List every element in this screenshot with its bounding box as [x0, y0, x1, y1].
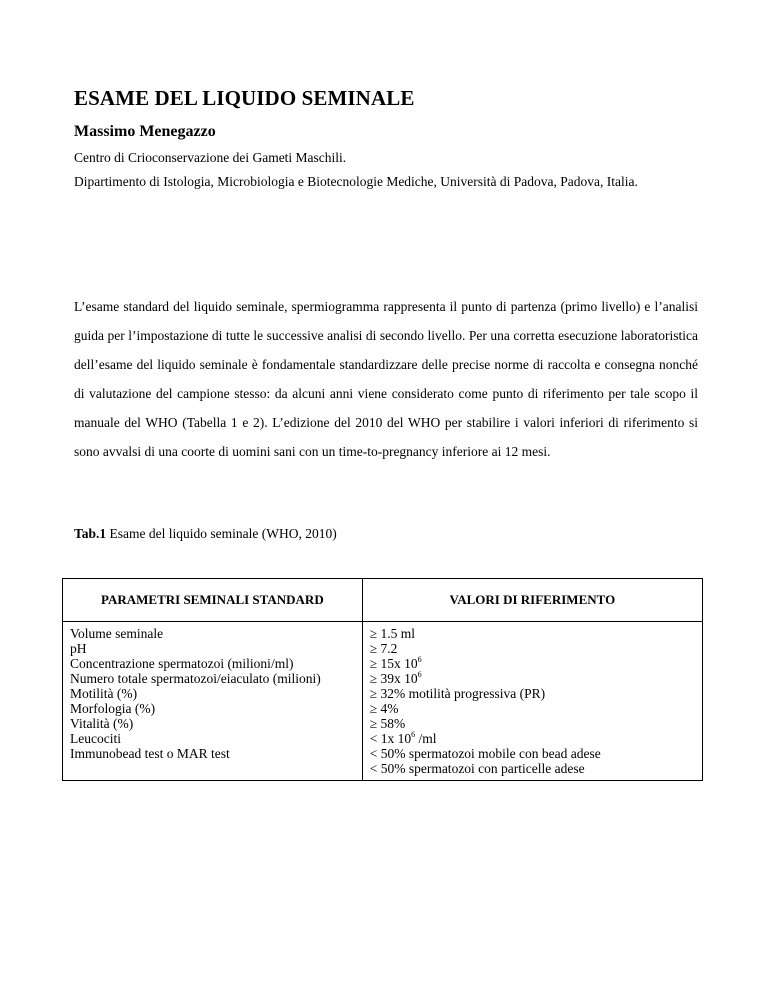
reference-value-item: [370, 686, 696, 701]
exponent: 6: [417, 655, 422, 664]
author-name: Massimo Menegazzo: [74, 123, 216, 140]
reference-value-item: [370, 626, 696, 641]
parameters-cell: [63, 622, 363, 781]
reference-value-item: [370, 671, 696, 686]
reference-value-item: [370, 656, 696, 671]
parameter-item: Volume seminale: [70, 626, 164, 641]
reference-value-item: [370, 716, 696, 731]
semen-parameters-table: [62, 578, 703, 781]
table-body-row: [63, 622, 703, 781]
affiliation-line-2: Dipartimento di Istologia, Microbiologia e Biotecnologie Mediche, Università di Padova, Padova, Italia.: [74, 174, 638, 189]
parameter-item: Immunobead test o MAR test: [70, 746, 230, 761]
parameter-item: pH: [70, 641, 87, 656]
header-values: VALORI DI RIFERIMENTO: [362, 579, 702, 622]
reference-value-text: ≥ 4%: [369, 701, 399, 716]
parameters-list: [63, 622, 362, 765]
parameter-item: Motilità (%): [70, 686, 138, 701]
reference-value-text: < 50% spermatozoi con particelle adese: [369, 761, 585, 776]
reference-value-text: ≥ 7.2: [369, 641, 398, 656]
parameter-item: Concentrazione spermatozoi (milioni/ml): [70, 656, 294, 671]
table-caption-label: Tab.1: [74, 526, 107, 541]
parameter-item: Numero totale spermatozoi/eiaculato (milioni): [70, 671, 321, 686]
exponent: 6: [411, 730, 416, 739]
reference-value-item: [370, 701, 696, 716]
reference-value-item: [370, 746, 696, 761]
parameter-item: Leucociti: [70, 731, 121, 746]
table-caption-text: Esame del liquido seminale (WHO, 2010): [106, 526, 337, 541]
table-header-row: [63, 579, 703, 622]
values-cell: [362, 622, 702, 781]
reference-value-text: ≥ 32% motilità progressiva (PR): [369, 686, 546, 701]
body-paragraph: L’esame standard del liquido seminale, spermiogramma rappresenta il punto di partenza (primo livello) e l’analisi guida per l’impostazione di tutte le successive analisi di secondo livello. Per una corretta esecuzione laboratoristica dell’esame del liquido seminale è fondamentale standardizzare delle precise norme di raccolta e consegna nonché di valutazione del campione stesso: da alcuni anni viene considerato come punto di riferimento per tale scopo il manuale del WHO (Tabella 1 e 2). L’edizione del 2010 del WHO per stabilire i valori inferiori di riferimento si sono avvalsi di una coorte di uomini sani con un time-to-pregnancy inferiore ai 12 mesi.: [74, 299, 698, 459]
header-parameters: PARAMETRI SEMINALI STANDARD: [63, 579, 363, 622]
reference-value-text: < 50% spermatozoi mobile con bead adese: [369, 746, 601, 761]
reference-value-item: [370, 761, 696, 776]
reference-value-item: [370, 731, 696, 746]
reference-value-text: ≥ 15x 10: [369, 656, 418, 671]
exponent: 6: [417, 670, 422, 679]
reference-value-text: < 1x 10: [369, 731, 412, 746]
parameter-item: Morfologia (%): [70, 701, 156, 716]
table-caption: [74, 526, 337, 542]
reference-value-text: ≥ 39x 10: [369, 671, 418, 686]
parameter-item: Vitalità (%): [70, 716, 134, 731]
reference-value-text: ≥ 1.5 ml: [369, 626, 416, 641]
unit-suffix: /ml: [415, 731, 437, 746]
reference-value-item: [370, 641, 696, 656]
document-title: ESAME DEL LIQUIDO SEMINALE: [74, 86, 415, 110]
affiliation-line-1: Centro di Crioconservazione dei Gameti Maschili.: [74, 150, 347, 165]
values-list: [363, 622, 702, 780]
reference-value-text: ≥ 58%: [369, 716, 406, 731]
